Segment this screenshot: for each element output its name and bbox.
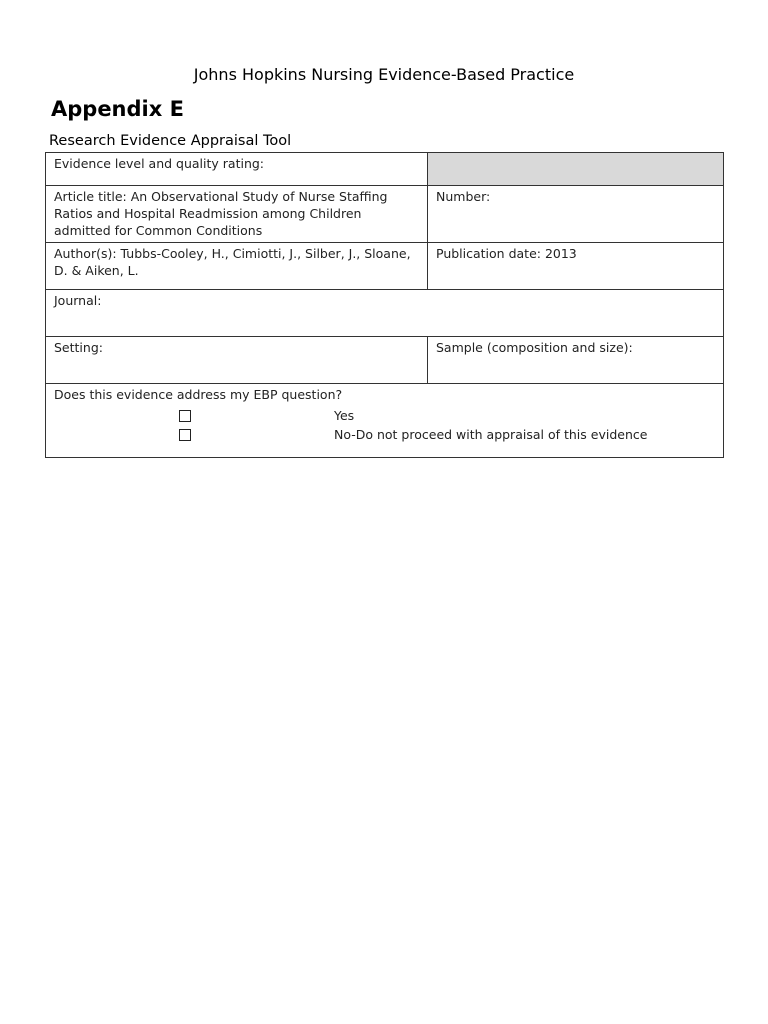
setting-field[interactable]: Setting: (46, 337, 428, 384)
tool-title: Research Evidence Appraisal Tool (49, 133, 292, 149)
rating-value-field[interactable] (428, 153, 724, 186)
yes-checkbox[interactable] (179, 410, 191, 422)
authors-field[interactable]: Author(s): Tubbs-Cooley, H., Cimiotti, J., Silber, J., Sloane, D. & Aiken, L. (46, 243, 428, 290)
article-title-field[interactable]: Article title: An Observational Study of Nurse Staffing Ratios and Hospital Readmission among Children admitted for Common Conditions (46, 186, 428, 243)
rating-row (46, 153, 724, 186)
question-row (46, 384, 724, 458)
ebp-question-options (54, 403, 715, 445)
option-yes[interactable] (54, 407, 715, 426)
sample-field[interactable]: Sample (composition and size): (428, 337, 724, 384)
setting-row (46, 337, 724, 384)
authors-row (46, 243, 724, 290)
appraisal-table (45, 152, 724, 458)
running-header: Johns Hopkins Nursing Evidence-Based Practice (193, 65, 575, 84)
journal-field[interactable]: Journal: (46, 290, 724, 337)
article-row (46, 186, 724, 243)
appendix-title: Appendix E (51, 97, 184, 121)
rating-label: Evidence level and quality rating: (46, 153, 428, 186)
ebp-question-text: Does this evidence address my EBP question? (54, 387, 343, 402)
no-label: No-Do not proceed with appraisal of this evidence (334, 427, 648, 442)
number-field[interactable]: Number: (428, 186, 724, 243)
journal-row (46, 290, 724, 337)
no-checkbox[interactable] (179, 429, 191, 441)
option-no[interactable] (54, 426, 715, 445)
publication-date-field[interactable]: Publication date: 2013 (428, 243, 724, 290)
ebp-question-cell (46, 384, 724, 458)
yes-label: Yes (334, 408, 355, 423)
